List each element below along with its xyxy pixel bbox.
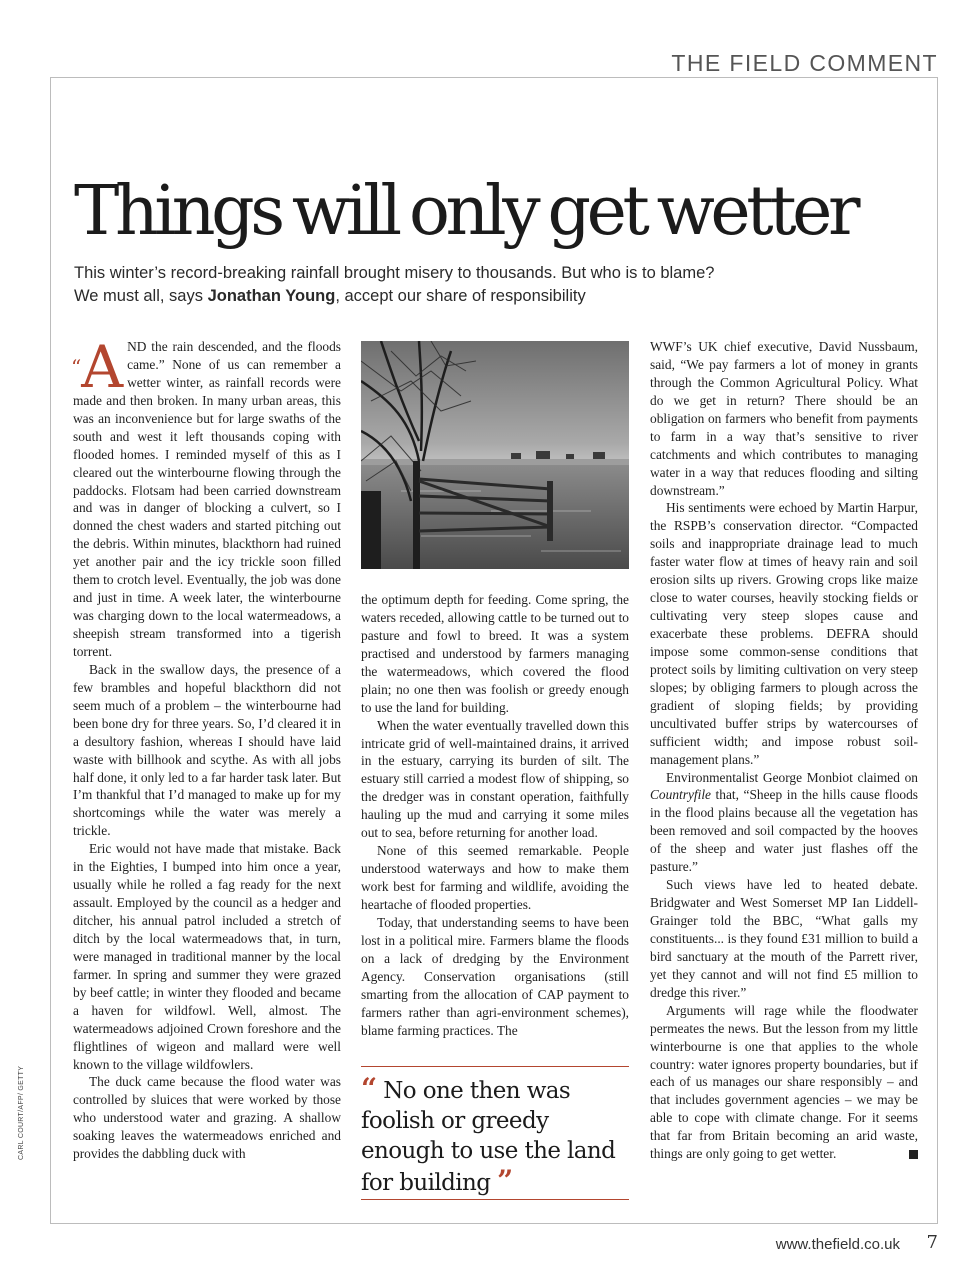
section-label: THE FIELD COMMENT [671,50,938,76]
footer-url[interactable]: www.thefield.co.uk [775,1236,900,1253]
paragraph: His sentiments were echoed by Martin Harpur, the RSPB’s conservation director. “Compacted soils and inappropriate drainage lead to much faster water flow at times of heavy rain and soil erosion silts up rivers. Growing crops like maize close to water courses, heavily stocking fields or cultivating very steep slopes cause and exacerbate these problems. DEFRA should impose some common-sense conditions that protect soils by limiting cultivation on very steep slopes; by obliging farmers to plough across the gradient of sloping fields; by providing uncultivated buffer strips by watercourses of sufficient width; and impose robust soil-management plans.” [650,500,918,767]
article-column-1 [71,333,341,1208]
standfirst-text-end: , accept our share of responsibility [335,287,586,305]
paragraph: The duck came because the flood water was controlled by sluices that were worked by those who understood water and grazing. A shallow soaking leaves the watermeadows enriched and provides the dabbling duck with [73,1074,341,1162]
pullquote-rule-bottom [361,1199,629,1200]
pullquote [361,1074,631,1198]
paragraph [650,1002,918,1163]
article-column-2 [361,591,629,1066]
paragraph: WWF’s UK chief executive, David Nussbaum, said, “We pay farmers a lot of money in grants through the Common Agricultural Policy. What do we get in return? There should be an obligation on farmers who benefit from payments to farm in a way that’s sensitive to river catchments and which contributes to managing water in a way that reduces flooding and silting downstream.” [650,339,918,498]
paragraph-text-end: that, “Sheep in the hills cause floods in the flood plains because all the vegetation has been removed and soil compacted by the hooves of the sheep and water just flashes off the pasture.” [650,787,918,875]
article-column-3 [650,338,918,1208]
paragraph: When the water eventually travelled down this intricate grid of well-maintained drains, it arrived in the estuary, carrying its burden of silt. The estuary still carried a modest flow of shipping, so the dredger was in constant operation, faithfully hauling up the mud and carrying it some miles out to sea, before returning for another load. [361,717,629,841]
drop-cap-quote: “ [71,355,82,379]
standfirst-text: This winter’s record-breaking rainfall brought misery to thousands. But who is to blame? We must all, says [74,264,715,305]
paragraph-text: ND the rain descended, and the floods came.” None of us can remember a wetter winter, as rainfall records were made and then broken. In many urban areas, this was an inconvenience but for large swaths of the south and west it left thousands coping with flooded homes. I reminded myself of this as I cleared out the winterbourne flowing through the paddocks. Flotsam had been carried downstream and was in danger of blocking a culvert, so I donned the chest waders and started pitching out the debris. Within minutes, blackthorn had ruined yet another pair and the icy trickle soon filled them to crotch level. Eventually, the job was done and just in time. A week later, the winterbourne was charging down to the local watermeadows, a sheepish stream transformed into a tigerish torrent. [73,339,341,659]
headline: Things will only get wetter [74,172,857,251]
author-name: Jonathan Young [207,287,336,305]
paragraph-text: Environmentalist George Monbiot claimed on [666,769,918,785]
paragraph: Eric would not have made that mistake. Back in the Eighties, I bumped into him once a year, usually while he rolled a fag ready for the next assault. Employed by the council as a hedger and ditcher, his annual patrol included a stretch of ditch by the local watermeadows that, in turn, were managed in traditional manner by the local farmer. In spring and summer they were grazed by beef cattle; in winter they flooded and became a haven for wildfowl. Well, almost. The watermeadows adjoined Crown foreshore and the flightlines of wigeon and mallard were well known to the village wildfowlers. [73,841,341,1072]
pullquote-open-mark: “ [361,1072,377,1105]
standfirst [74,262,734,308]
paragraph: the optimum depth for feeding. Come spring, the waters receded, allowing cattle to be turned out to pasture and fowl to breed. It was a system practised and understood by farmers managing the watermeadows, which covered the flood plain; no one then was foolish or greedy enough to use the land for building. [361,592,629,715]
flood-photo [361,341,629,569]
paragraph: Such views have led to heated debate. Bridgwater and West Somerset MP Ian Liddell-Grainger told the BBC, “What galls my constituents... is they found £31 million to build a bird sanctuary at the mouth of the Parrett river, yet they cannot and will not find £5 million to dredge this river.” [650,877,918,1000]
paragraph [71,333,341,661]
pullquote-rule-top [361,1066,629,1067]
programme-title: Countryfile [650,787,711,803]
pullquote-close-mark: ” [497,1164,513,1197]
drop-cap [71,333,124,401]
paragraph: Today, that understanding seems to have been lost in a political mire. Farmers blame the floods on a lack of dredging by the Environment Agency. Conservation organisations (still smarting from the allocation of CAP payment to farmers rather than agri-environment schemes), blame farming practices. The [361,914,629,1038]
end-mark-icon [909,1150,918,1159]
paragraph: None of this seemed remarkable. People understood waterways and how to make them work best for farming and wildlife, avoiding the heartache of flooded properties. [361,843,629,912]
flood-gate-image [361,341,629,569]
drop-cap-letter: A [81,333,124,401]
pullquote-text: No one then was foolish or greedy enough to use the land for building [361,1078,616,1196]
page-number: 7 [926,1232,938,1253]
paragraph-text: Arguments will rage while the floodwater permeates the news. But the lesson from my little winterbourne is one that applies to the whole country: water ignores property boundaries, but if each of us manages our share responsibly – and that includes government agencies – we may be able to cope with climate change. For it seems that far from Britain becoming an arid waste, things are only going to get wetter. [650,1002,918,1162]
paragraph [650,769,918,877]
paragraph: Back in the swallow days, the presence of a few brambles and hopeful blackthorn did not seem much of a problem – the winterbourne had been bone dry for three years. So, I’d cleared it in a desultory fashion, whereas I should have laid waste with billhook and scythe. As with all jobs half done, it only led to a far harder task later. But I’m thankful that I’d managed to make up for my shortcomings while the water was merely a trickle. [73,661,341,839]
photo-credit: CARL COURT/AFP/ GETTY [18,1065,25,1160]
